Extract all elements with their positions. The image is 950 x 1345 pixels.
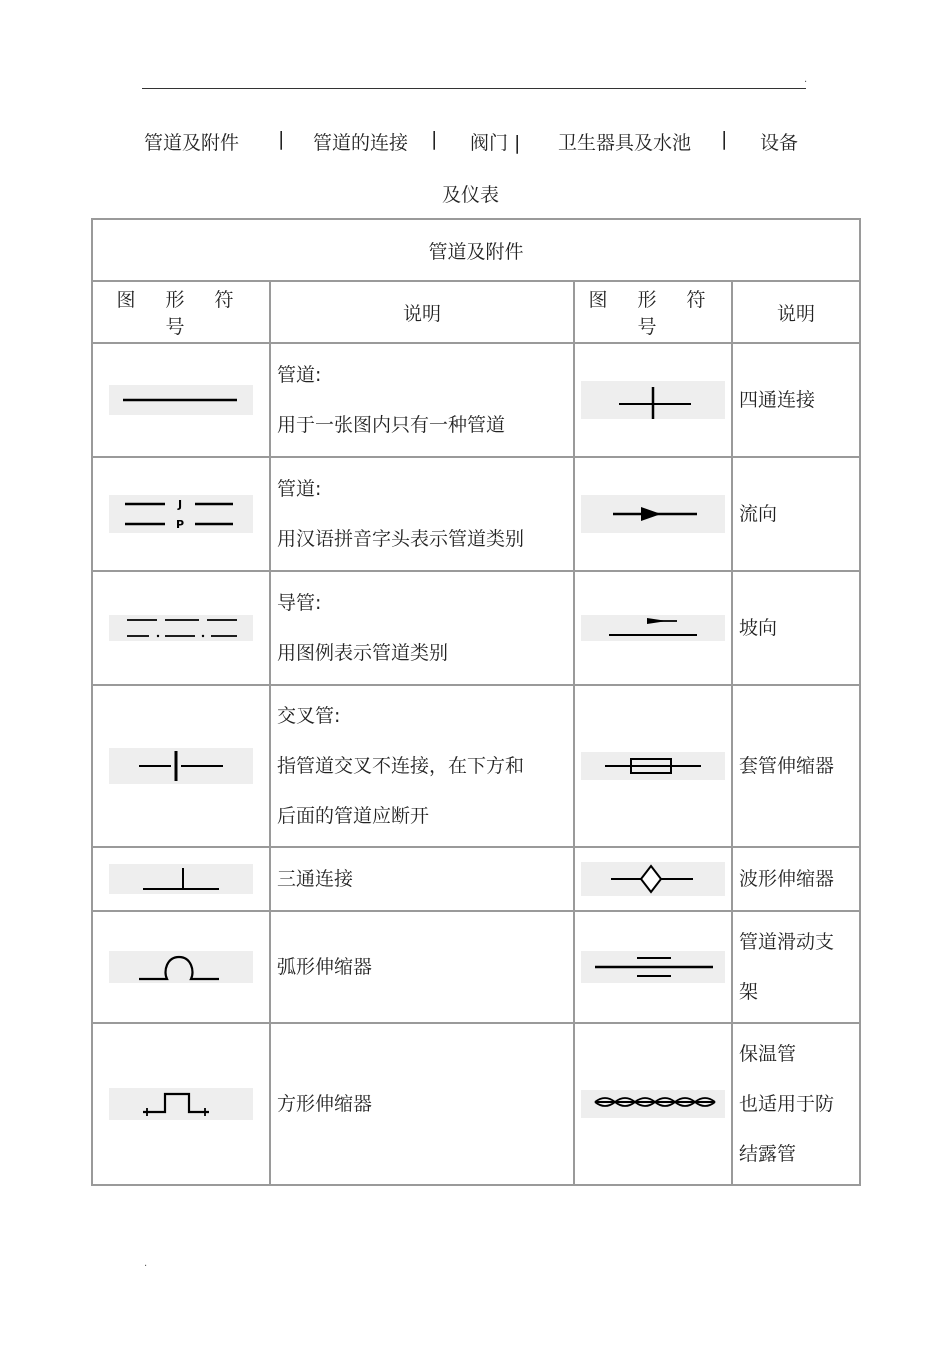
description-cell: 导管: 用图例表示管道类别 <box>270 571 574 685</box>
bellows-expansion-joint-icon <box>581 862 725 896</box>
square-expansion-joint-icon <box>109 1088 253 1120</box>
description-cell: 四通连接 <box>732 343 860 457</box>
description-cell: 方形伸缩器 <box>270 1023 574 1185</box>
conduit-dash-icon <box>109 615 253 641</box>
header-description: 说明 <box>270 281 574 343</box>
corner-mark-bottom: . <box>144 1258 148 1269</box>
description-cell: 波形伸缩器 <box>732 847 860 911</box>
slope-direction-icon <box>581 615 725 641</box>
lettered-pipe-icon <box>109 495 253 533</box>
nav-separator: | <box>278 128 285 150</box>
description-cell: 套管伸缩器 <box>732 685 860 847</box>
pipe-type-label-p: P <box>175 518 185 531</box>
description-cell: 交叉管: 指管道交叉不连接，在下方和 后面的管道应断开 <box>270 685 574 847</box>
single-line-pipe-icon <box>109 385 253 415</box>
sleeve-expansion-joint-icon <box>581 752 725 780</box>
corner-mark-top: . <box>804 74 808 85</box>
sliding-support-icon <box>581 951 725 983</box>
table-row <box>92 911 860 1023</box>
table-row <box>92 343 860 457</box>
top-rule <box>142 88 806 89</box>
description-cell: 管道滑动支 架 <box>732 911 860 1023</box>
table-row <box>92 571 860 685</box>
tee-connection-icon <box>109 864 253 894</box>
table-row <box>92 457 860 571</box>
nav-item-equipment-b[interactable]: 及仪表 <box>442 184 500 206</box>
pipe-type-label-j: J <box>177 498 183 511</box>
nav-separator: | <box>431 128 438 150</box>
nav-item-equipment-a[interactable]: 设备 <box>760 132 799 154</box>
insulated-pipe-icon <box>581 1090 725 1118</box>
flow-direction-icon <box>581 495 725 533</box>
description-cell: 保温管 也适用于防 结露管 <box>732 1023 860 1185</box>
table-title: 管道及附件 <box>92 219 860 281</box>
table-row <box>92 1023 860 1185</box>
description-cell: 管道: 用汉语拼音字头表示管道类别 <box>270 457 574 571</box>
nav-item-sanitary-fixtures[interactable]: 卫生器具及水池 <box>558 132 692 154</box>
nav-item-valves[interactable]: 阀门 | <box>470 132 521 154</box>
header-symbol: 图 形 符 号 <box>574 281 732 343</box>
table-row <box>92 847 860 911</box>
nav-item-pipe-connections[interactable]: 管道的连接 <box>313 132 409 154</box>
description-cell: 管道: 用于一张图内只有一种管道 <box>270 343 574 457</box>
pipe-symbol-legend-table <box>91 218 861 1186</box>
description-cell: 坡向 <box>732 571 860 685</box>
nav-item-pipes-fittings[interactable]: 管道及附件 <box>144 132 240 154</box>
description-cell: 流向 <box>732 457 860 571</box>
description-cell: 三通连接 <box>270 847 574 911</box>
four-way-connection-icon <box>581 381 725 419</box>
nav-separator: | <box>721 128 728 150</box>
description-cell: 弧形伸缩器 <box>270 911 574 1023</box>
table-row <box>92 685 860 847</box>
header-description: 说明 <box>732 281 860 343</box>
arc-expansion-joint-icon <box>109 951 253 983</box>
crossing-pipe-icon <box>109 748 253 784</box>
header-symbol: 图 形 符 号 <box>92 281 270 343</box>
